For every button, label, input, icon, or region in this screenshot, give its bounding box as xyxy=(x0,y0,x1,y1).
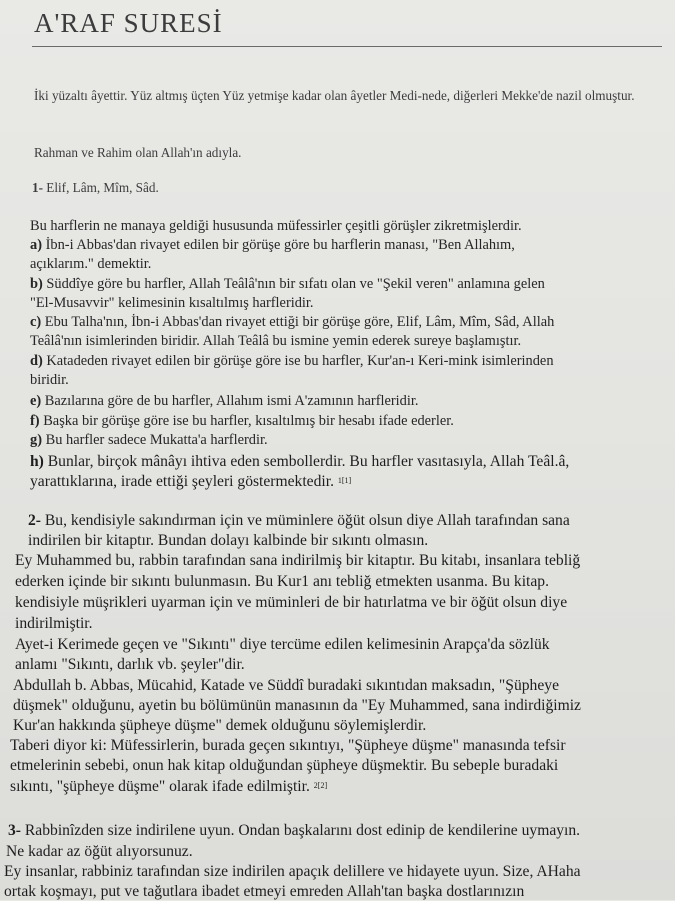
item-h-line-2 xyxy=(30,473,351,491)
verse-text: Elif, Lâm, Mîm, Sâd. xyxy=(46,180,159,195)
page-title: A'RAF SURESİ xyxy=(34,8,223,38)
item-text: Başka bir görüşe göre ise bu harfler, kısaltılmış bir hesabı ifade ederler. xyxy=(43,413,454,429)
verse-number: 3- xyxy=(8,822,21,839)
commentary2-p2-line-1: Ayet-i Kerimede geçen ve "Sıkıntı" diye tercüme edilen kelimesinin Arapça'da sözlük xyxy=(15,636,550,653)
item-e-line-1 xyxy=(30,393,418,410)
commentary2-p2-line-2: anlamı "Sıkıntı, darlık vb. şeyler"dir. xyxy=(15,656,245,673)
commentary-intro: Bu harflerin ne manaya geldiği hususunda müfessirler çeşitli görüşler zikretmişlerdir. xyxy=(30,218,522,234)
commentary3-line-1: Ey insanlar, rabbiniz tarafından size indirilen apaçık delillere ve hidayete uyun. Size, AHaha xyxy=(4,863,581,880)
item-b-line-1 xyxy=(30,276,545,293)
item-g-line-1 xyxy=(30,432,268,449)
commentary-text: sıkıntı, "şüpheye düşme" olarak ifade edilmiştir. xyxy=(10,778,310,795)
item-label: c) xyxy=(30,314,42,330)
item-label: d) xyxy=(30,353,43,369)
basmala: Rahman ve Rahim olan Allah'ın adıyla. xyxy=(34,145,242,160)
item-text: Bazılarına göre de bu harfler, Allahım ismi A'zamının harfleridir. xyxy=(44,393,419,409)
item-label: b) xyxy=(30,276,43,292)
commentary2-p4-line-3 xyxy=(10,778,327,796)
commentary2-p3-line-3: Kur'an hakkında şüpheye düşme" demek olduğunu söylemişlerdir. xyxy=(13,717,427,734)
verse-2-line-2: indirilen bir kitaptır. Bundan dolayı kalbinde bir sıkıntı olmasın. xyxy=(28,532,429,549)
verse-2-line-1 xyxy=(28,512,570,530)
item-label: e) xyxy=(30,393,42,409)
item-d-line-2: biridir. xyxy=(30,372,69,388)
item-text: yarattıklarına, irade ettiği şeyleri göstermektedir. xyxy=(30,473,334,490)
item-text: Bunlar, birçok mânâyı ihtiva eden sembollerdir. Bu harfler vasıtasıyla, Allah Teâl.â, xyxy=(47,453,570,470)
item-d-line-1 xyxy=(30,353,554,370)
item-c-line-1 xyxy=(30,314,554,331)
commentary2-p1-line-1: Ey Muhammed bu, rabbin tarafından sana indirilmiş bir kitaptır. Bu kitabı, insanlara tebliğ xyxy=(15,552,581,569)
item-h-line-1 xyxy=(30,453,569,471)
item-text: Bu harfler sadece Mukatta'a harflerdir. xyxy=(45,432,268,448)
item-label: f) xyxy=(30,413,40,429)
verse-text: Rabbinîzden size indirilene uyun. Ondan başkalarını dost edinip de kendilerine uymayın. xyxy=(24,822,581,839)
item-b-line-2: "El-Musavvir" kelimesinin kısaltılmış harfleridir. xyxy=(30,295,314,311)
item-label: a) xyxy=(30,237,42,253)
surah-intro: İki yüzaltı âyettir. Yüz altmış üçten Yüz yetmişe kadar olan âyetler Medi-nede, diğerleri Mekke'de nazil olmuştur. xyxy=(34,88,635,103)
commentary2-p1-line-4: indirilmiştir. xyxy=(15,615,93,632)
commentary2-p4-line-2: etmelerinin sebebi, onun hak kitap olduğundan şüpheye düşmektir. Bu sebeple buradaki xyxy=(10,757,559,774)
item-text: Süddîye göre bu harfler, Allah Teâlâ'nın bir sıfatı olan ve "Şekil veren" anlamına gelen xyxy=(46,276,545,292)
commentary3-line-2: ortak koşmayı, put ve tağutlara ibadet etmeyi emreden Allah'tan başka dostlarınızın xyxy=(4,883,525,900)
title-divider xyxy=(32,46,662,47)
item-a-line-1 xyxy=(30,237,515,254)
verse-text: Bu, kendisiyle sakındırman için ve müminlere öğüt olsun diye Allah tarafından sana xyxy=(44,512,570,529)
item-label: g) xyxy=(30,432,42,448)
commentary2-p3-line-1: Abdullah b. Abbas, Mücahid, Katade ve Süddî buradaki sıkıntıdan maksadın, "Şüpheye xyxy=(13,677,559,694)
commentary2-p1-line-3: kendisiyle müşrikleri uyarman için ve müminleri de bir hatırlatma ve bir öğüt olsun diye xyxy=(15,594,568,611)
verse-3-line-1 xyxy=(8,822,580,840)
commentary2-p1-line-2: ederken içinde bir sıkıntı bulunmasın. Bu Kur1 anı tebliğ etmekten usanma. Bu kitap. xyxy=(15,573,549,590)
item-text: Ebu Talha'nın, İbn-i Abbas'dan rivayet ettiği bir görüşe göre, Elif, Lâm, Mîm, Sâd, Allah xyxy=(44,314,555,330)
verse-1 xyxy=(32,180,159,196)
item-text: İbn-i Abbas'dan rivayet edilen bir görüşe göre bu harflerin manası, "Ben Allahım, xyxy=(45,237,515,253)
item-c-line-2: Teâlâ'nın isimlerinden biridir. Allah Teâlâ bu ismine yemin ederek sureye başlamıştır. xyxy=(30,333,522,349)
commentary2-p3-line-2: düşmek" olduğunu, ayetin bu bölümünün manasının da "Ey Muhammed, sana indirdiğimiz xyxy=(13,697,581,714)
item-a-line-2: açıklarım." demektir. xyxy=(30,256,152,272)
footnote-ref-2[interactable]: 2[2] xyxy=(313,781,328,790)
verse-number: 2- xyxy=(28,512,41,529)
item-text: Katadeden rivayet edilen bir görüşe göre ise bu harfler, Kur'an-ı Keri-mink isimlerinden xyxy=(46,353,554,369)
commentary2-p4-line-1: Taberi diyor ki: Müfessirlerin, burada geçen sıkıntıyı, "Şüpheye düşme" manasında tefsir xyxy=(10,737,566,754)
item-label: h) xyxy=(30,453,44,470)
item-f-line-1 xyxy=(30,413,454,430)
verse-number: 1- xyxy=(32,180,43,195)
verse-3-line-2: Ne kadar az öğüt alıyorsunuz. xyxy=(6,843,193,860)
footnote-ref-1[interactable]: 1[1] xyxy=(337,476,352,485)
